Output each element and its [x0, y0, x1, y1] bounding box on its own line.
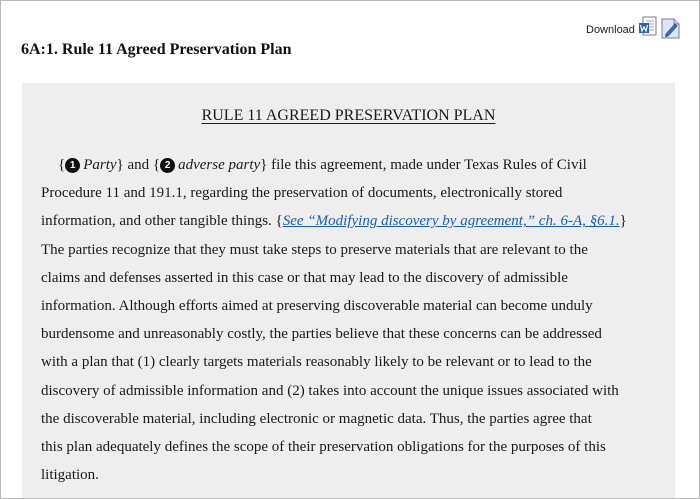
paragraph-line: The parties recognize that they must take steps to preserve materials that are relevant to the — [41, 241, 588, 258]
line3-text: information, and other tangible things. { — [41, 213, 283, 230]
pdf-edit-icon[interactable] — [661, 18, 680, 39]
paragraph-line: discovery of admissible information and (2) takes into account the unique issues associated with — [41, 382, 619, 399]
brace-open: { — [58, 157, 66, 173]
line1-tail: } file this agreement, made under Texas Rules of Civil — [260, 157, 587, 173]
party-placeholder: Party — [83, 157, 117, 173]
document-heading-text: RULE 11 AGREED PRESERVATION PLAN — [201, 107, 496, 124]
paragraph-line: claims and defenses asserted in this case or that may lead to the discovery of admissible — [41, 269, 568, 286]
document-body — [41, 151, 661, 489]
paragraph-line: the discoverable material, including electronic or magnetic data. Thus, the parties agree that — [41, 410, 592, 427]
adverse-party-placeholder: adverse party — [178, 157, 261, 173]
paragraph-line — [41, 151, 661, 179]
paragraph-line: with a plan that (1) clearly targets materials reasonably likely to be relevant or to lead to the — [41, 354, 592, 371]
paragraph-line: Procedure 11 and 191.1, regarding the preservation of documents, electronically stored — [41, 185, 563, 202]
paragraph-line: burdensome and unreasonably costly, the parties believe that these concerns can be addressed — [41, 326, 602, 343]
cross-reference-link[interactable]: See “Modifying discovery by agreement,” ch. 6-A, §6.1. — [282, 213, 620, 230]
download-link[interactable]: Download — [586, 24, 635, 36]
conjunction-text: } and { — [116, 157, 161, 173]
blank-number-badge-2: 2 — [160, 158, 175, 173]
word-document-icon[interactable] — [638, 16, 657, 38]
page-title: 6A:1. Rule 11 Agreed Preservation Plan — [21, 41, 292, 58]
paragraph-line: litigation. — [41, 467, 99, 484]
paragraph-line: this plan adequately defines the scope of their preservation obligations for the purposes of this — [41, 439, 606, 456]
brace-close: } — [619, 213, 627, 230]
paragraph-line: information. Although efforts aimed at preserving discoverable material can become unduly — [41, 298, 593, 315]
paragraph-line — [41, 207, 661, 235]
document-panel — [22, 83, 675, 499]
blank-number-badge-1: 1 — [65, 158, 80, 173]
document-heading — [22, 107, 675, 125]
